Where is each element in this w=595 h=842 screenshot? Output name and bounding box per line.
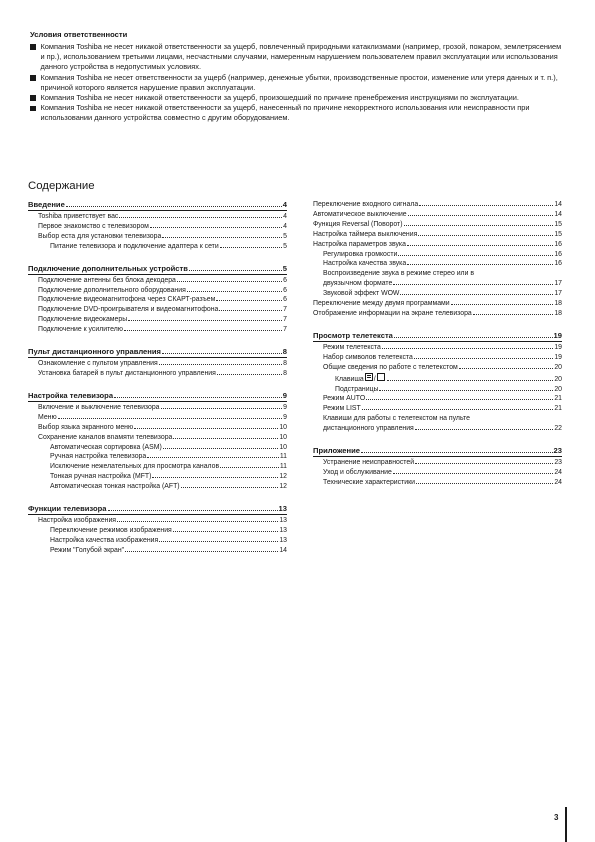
toc-leader [117, 521, 278, 522]
toc-leader [408, 215, 554, 216]
toc-entry-label: Первое знакомство с телевизором [38, 222, 149, 230]
toc-entry[interactable] [313, 259, 562, 269]
toc-leader [393, 284, 553, 285]
toc-section-appendix[interactable] [313, 446, 562, 457]
toc-section-remote-control[interactable] [28, 347, 287, 358]
toc-page: 5 [283, 242, 287, 250]
toc-entry-label: Питание телевизора и подключение адаптера к сети [50, 242, 219, 250]
toc-entry[interactable] [313, 363, 562, 373]
toc-leader [150, 227, 282, 228]
toc-section-tv-setup[interactable] [28, 391, 287, 402]
toc-entry-label: Отображение информации на экране телевизора [313, 309, 472, 317]
toc-entry[interactable] [313, 458, 562, 468]
toc-entry[interactable] [28, 295, 287, 305]
toc-section-label: Просмотр телетекста [313, 330, 393, 340]
liability-conditions [30, 30, 564, 124]
toc-leader [189, 270, 282, 271]
toc-page: 13 [279, 536, 287, 544]
toc-entry[interactable] [313, 394, 562, 404]
toc-entry-label: Toshiba приветствует вас [38, 213, 119, 220]
toc-page: 20 [554, 363, 562, 371]
toc-page: 21 [554, 405, 562, 413]
toc-title: Содержание [28, 180, 95, 192]
toc-leader [173, 438, 278, 439]
toc-entry[interactable] [313, 220, 562, 230]
toc-leader [159, 364, 282, 365]
toc-entry[interactable] [313, 373, 562, 385]
toc-page: 20 [554, 385, 562, 393]
toc-leader [152, 477, 278, 478]
toc-page: 4 [282, 200, 287, 209]
toc-entry[interactable] [28, 403, 287, 413]
condition-bullet [30, 103, 564, 123]
toc-leader [128, 320, 282, 321]
toc-entry-label: Выбор языка экранного меню [38, 423, 134, 431]
toc-leader [173, 531, 279, 532]
toc-page: 10 [279, 443, 287, 451]
toc-entry[interactable] [28, 516, 287, 526]
toc-entry-label: Подстраницы [335, 385, 379, 393]
toc-leader [217, 374, 282, 375]
toc-entry[interactable] [28, 315, 287, 325]
toc-entry[interactable] [313, 299, 562, 309]
toc-entry[interactable] [313, 200, 562, 210]
toc-entry-label: Сохранение каналов вnамяти телевизора [38, 433, 173, 441]
toc-entry-label: Ознакомление с пультом управления [38, 360, 158, 368]
toc-page: 13 [278, 504, 287, 514]
toc-page: 16 [554, 260, 562, 268]
toc-section-label: Пульт дистанционного управления [28, 347, 161, 357]
toc-leader [400, 294, 553, 295]
toc-leader [366, 399, 553, 400]
toc-leader [415, 463, 553, 464]
toc-page: 11 [279, 453, 287, 461]
toc-entry-label: Уход и обслуживание [323, 468, 392, 476]
toc-entry[interactable] [28, 443, 287, 453]
toc-page: 20 [554, 375, 562, 383]
toc-entry-label: Настройка изображения [38, 517, 117, 525]
conditions-title: Условия ответственности [30, 30, 128, 39]
toc-entry-label: двуязычном формате [323, 280, 393, 288]
page-edge-bar [565, 807, 567, 842]
toc-entry-label: Режим LIST [323, 405, 361, 413]
toc-entry-label: Клавиши для работы с телетекстом на пульте [323, 415, 470, 423]
toc-page: 8 [283, 369, 287, 377]
toc-right-column [313, 200, 562, 488]
toc-entry-label: Звуковой эффект WOW [323, 290, 400, 298]
toc-leader [220, 467, 279, 468]
toc-leader [379, 390, 553, 391]
toc-entry[interactable] [28, 325, 287, 335]
toc-leader [419, 205, 553, 206]
toc-entry[interactable] [313, 210, 562, 220]
toc-entry-label: Общие сведения по работе с телетекстом [323, 363, 458, 371]
teletext-key-icon [365, 373, 373, 381]
toc-entry-label: Автоматическая тонкая настройка (AFT) [50, 483, 180, 491]
toc-entry-label: Настройка параметров звука [313, 240, 406, 248]
toc-entry-label: Подключение антенны без блока декодера [38, 276, 176, 284]
toc-page: 4 [283, 213, 287, 220]
toc-page: 19 [553, 330, 562, 340]
toc-entry[interactable] [313, 353, 562, 363]
condition-text: Компания Toshiba не несет никакой ответственности за ущерб, произошедший по причине пренебрежения инструкциями по эксплуатации. [40, 93, 519, 103]
toc-entry-label: Настройка качества звука [323, 260, 407, 268]
toc-page: 8 [283, 360, 287, 368]
toc-entry[interactable] [313, 230, 562, 240]
teletext-mix-key-icon [377, 373, 385, 381]
toc-entry-label: Воспроизведение звука в режиме стерео или в [323, 270, 474, 278]
toc-leader [398, 255, 553, 256]
toc-leader [147, 457, 279, 458]
toc-entry[interactable] [313, 309, 562, 319]
toc-entry[interactable] [28, 482, 287, 492]
toc-entry-label: Исключение нежелательных для просмотра каналов [50, 463, 220, 471]
toc-entry[interactable] [313, 414, 562, 434]
toc-entry[interactable] [313, 478, 562, 488]
toc-entry-label: Подключение дополнительного оборудования [38, 286, 186, 294]
toc-entry-label: Настройка качества изображения [50, 536, 159, 544]
toc-entry[interactable] [313, 269, 562, 289]
toc-page: 5 [283, 232, 287, 240]
toc-page: 9 [283, 403, 287, 411]
toc-leader [124, 330, 282, 331]
toc-page: 6 [283, 296, 287, 304]
toc-section-connections[interactable] [28, 264, 287, 275]
toc-page: 13 [279, 517, 287, 525]
toc-entry[interactable] [313, 240, 562, 250]
toc-leader [161, 408, 283, 409]
toc-section-label: Функции телевизора [28, 504, 107, 514]
toc-entry[interactable] [28, 242, 287, 252]
toc-page: 23 [554, 459, 562, 467]
condition-bullet [30, 73, 564, 93]
toc-entry[interactable] [313, 289, 562, 299]
toc-entry-label: Режим "Голубой экран" [50, 546, 125, 554]
toc-leader [114, 397, 282, 398]
toc-page: 18 [554, 300, 562, 308]
toc-leader [216, 300, 282, 301]
toc-page: 16 [554, 250, 562, 258]
toc-entry-label: Режим телетекста [323, 343, 381, 351]
toc-leader [66, 206, 282, 207]
toc-leader [187, 291, 282, 292]
toc-entry[interactable] [28, 423, 287, 433]
toc-page: 17 [554, 290, 562, 298]
toc-leader [394, 337, 553, 338]
condition-text: Компания Toshiba не несет ответственности за ущерб (например, денежные убытки, производственные простои, изменение или утеря данных и т. п.), причиной которого является нарушение правил эксплуатации. [40, 72, 558, 92]
toc-entry[interactable] [313, 343, 562, 353]
toc-leader [382, 348, 554, 349]
toc-entry-label: Подключение DVD-проигрывателя и видеомагнитофона [38, 306, 219, 314]
toc-entry[interactable] [313, 385, 562, 395]
toc-page: 24 [554, 468, 562, 476]
toc-page: 23 [553, 446, 562, 456]
toc-leader [451, 304, 554, 305]
toc-entry-label: Клавиша [335, 375, 364, 383]
toc-leader [415, 429, 554, 430]
toc-leader [387, 380, 554, 381]
toc-entry[interactable] [28, 526, 287, 536]
toc-entry-label: Подключение к усилителю [38, 326, 123, 334]
toc-leader [125, 551, 278, 552]
toc-entry-label: Подключение видеокамеры [38, 316, 128, 324]
toc-leader [220, 247, 282, 248]
toc-page: 14 [279, 546, 287, 554]
toc-leader [159, 541, 278, 542]
toc-page: 19 [554, 343, 562, 351]
toc-page: 9 [282, 390, 287, 400]
toc-leader [108, 510, 278, 511]
toc-section-label: Подключение дополнительных устройств [28, 263, 188, 273]
toc-entry-label: Набор символов телетекста [323, 353, 413, 361]
toc-page: 12 [279, 483, 287, 491]
toc-entry[interactable] [28, 286, 287, 296]
toc-leader [407, 245, 553, 246]
toc-leader [362, 409, 554, 410]
toc-entry-label: Автоматическое выключение [313, 210, 407, 218]
toc-entry-label: Переключение между двумя программами [313, 300, 450, 308]
toc-entry-label: Настройка таймера выключения [313, 230, 418, 238]
toc-leader [163, 448, 279, 449]
toc-page: 21 [554, 395, 562, 403]
toc-page: 12 [279, 473, 287, 481]
toc-page: 24 [554, 478, 562, 486]
toc-entry-label: Переключение режимов изображения [50, 526, 172, 534]
toc-entry[interactable] [28, 212, 287, 222]
condition-text: Компания Toshiba не несет никакой ответственности за ущерб, нанесенный по причине некорректного использования или неисправности при использовании данного устройства совместно с другим оборудованием. [40, 103, 530, 123]
toc-page: 6 [283, 286, 287, 294]
toc-entry[interactable] [28, 222, 287, 232]
toc-page: 15 [554, 220, 562, 228]
toc-page: 13 [279, 526, 287, 534]
toc-entry-label: Выбор еста для установки телевизора [38, 232, 162, 240]
toc-page: 19 [554, 353, 562, 361]
toc-section-label: Настройка телевизора [28, 390, 114, 400]
toc-page: 8 [282, 347, 287, 357]
toc-entry-label: Ручная настройка телевизора [50, 453, 147, 461]
toc-page: 5 [282, 263, 287, 273]
toc-entry-label: Автоматическая сортировка (ASM) [50, 443, 162, 451]
toc-left-column [28, 200, 287, 556]
toc-entry-label: Переключение входного сигнала [313, 201, 419, 208]
toc-page: 16 [554, 240, 562, 248]
toc-entry[interactable] [28, 546, 287, 556]
toc-page: 10 [279, 423, 287, 431]
toc-entry[interactable] [28, 472, 287, 482]
toc-leader [393, 473, 553, 474]
toc-leader [414, 358, 554, 359]
toc-section-teletext[interactable] [313, 331, 562, 342]
condition-bullet [30, 42, 564, 73]
toc-entry-label: Функция Reversal (Поворот) [313, 220, 403, 228]
toc-entry[interactable] [28, 232, 287, 242]
toc-section-tv-functions[interactable] [28, 504, 287, 515]
toc-page: 11 [279, 463, 287, 471]
toc-entry[interactable] [28, 536, 287, 546]
toc-entry[interactable] [28, 462, 287, 472]
toc-page: 7 [283, 326, 287, 334]
toc-page: 14 [554, 201, 562, 208]
condition-text: Компания Toshiba не несет никакой ответственности за ущерб, повлеченный природными катаклизмами (например, грозой, пожаром, землетрясением и пр.), использованием третьими лицами, несчастными случаями, намеренным нарушением пользователем правил эксплуатации или использования данного устройства в недопустимых условиях. [40, 42, 562, 72]
toc-entry-label: Регулировка громкости [323, 250, 398, 258]
toc-leader [219, 310, 282, 311]
toc-entry[interactable] [28, 369, 287, 379]
toc-entry-label: дистанционного управления [323, 425, 414, 433]
toc-entry-label: Тонкая ручная настройка (MFT) [50, 473, 152, 481]
key-separator: / [373, 375, 376, 383]
toc-entry[interactable] [313, 250, 562, 260]
toc-entry-label: Технические характеристики [323, 478, 415, 486]
toc-entry-label: Устранение неисправностей [323, 459, 415, 467]
toc-entry-label: Включение и выключение телевизора [38, 403, 160, 411]
toc-leader [418, 235, 553, 236]
toc-entry[interactable] [28, 433, 287, 443]
toc-entry[interactable] [28, 359, 287, 369]
toc-entry[interactable] [313, 468, 562, 478]
toc-entry[interactable] [28, 305, 287, 315]
toc-entry-label: Подключение видеомагнитофона через СКАРТ-разъем [38, 296, 216, 304]
toc-page: 7 [283, 306, 287, 314]
toc-section-introduction[interactable] [28, 200, 287, 211]
toc-entry-label: Режим AUTO [323, 395, 366, 403]
toc-section-label: Введение [28, 200, 65, 209]
toc-page: 15 [554, 230, 562, 238]
toc-leader [177, 281, 282, 282]
toc-entry-label: Меню [38, 413, 57, 421]
toc-page: 17 [554, 280, 562, 288]
toc-entry[interactable] [28, 413, 287, 423]
toc-entry-label: Установка батарей в пульт дистанционного управления [38, 369, 216, 377]
toc-leader [459, 368, 554, 369]
toc-page: 7 [283, 316, 287, 324]
toc-section-label: Приложение [313, 446, 361, 456]
toc-page: 10 [279, 433, 287, 441]
toc-entry[interactable] [313, 404, 562, 414]
toc-leader [473, 314, 554, 315]
toc-leader [119, 217, 282, 218]
toc-leader [162, 237, 282, 238]
toc-entry[interactable] [28, 276, 287, 286]
toc-page: 22 [554, 425, 562, 433]
square-bullet-icon [30, 75, 36, 81]
toc-leader [58, 418, 283, 419]
toc-page: 18 [554, 309, 562, 317]
condition-bullet [30, 93, 564, 103]
toc-leader [134, 428, 278, 429]
page-number: 3 [554, 813, 559, 822]
toc-leader [404, 225, 554, 226]
toc-leader [361, 452, 553, 453]
toc-page: 14 [554, 210, 562, 218]
toc-entry[interactable] [28, 452, 287, 462]
toc-leader [407, 264, 553, 265]
square-bullet-icon [30, 106, 36, 112]
toc-leader [416, 483, 553, 484]
toc-page: 6 [283, 276, 287, 284]
toc-leader [162, 353, 282, 354]
toc-page: 4 [283, 222, 287, 230]
toc-leader [181, 487, 279, 488]
square-bullet-icon [30, 44, 36, 50]
square-bullet-icon [30, 95, 36, 101]
toc-page: 9 [283, 413, 287, 421]
